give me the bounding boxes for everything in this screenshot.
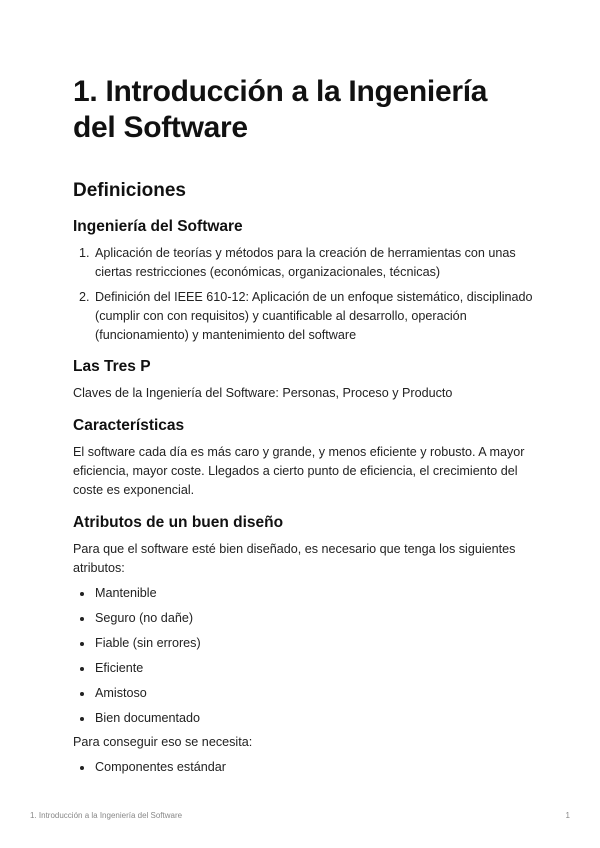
list-item	[73, 659, 533, 678]
page-number: 1	[565, 811, 570, 820]
paragraph: Para que el software esté bien diseñado, es necesario que tenga los siguientes atributos:	[73, 542, 516, 575]
subsection-heading-atributos: Atributos de un buen diseño	[73, 514, 284, 531]
bullet-icon	[80, 766, 84, 770]
list-item	[73, 609, 533, 628]
list-item	[73, 244, 533, 282]
list-item	[73, 709, 533, 728]
list-item	[73, 684, 533, 703]
bullet-icon	[80, 617, 84, 621]
list-item	[73, 584, 533, 603]
list-item-text: Seguro (no dañe)	[95, 611, 194, 625]
bullet-list	[73, 758, 533, 777]
document-page	[73, 74, 533, 777]
list-item	[73, 634, 533, 653]
subsection-heading-ingenieria: Ingeniería del Software	[73, 218, 243, 235]
bullet-list	[73, 584, 533, 728]
section-heading-definiciones: Definiciones	[73, 180, 186, 201]
list-item-text: Definición del IEEE 610-12: Aplicación de un enfoque sistemático, disciplinado (cumplir con con requisitos) y cuantificable al desarrollo, operación (funcionamiento) y mantenimiento del software	[95, 290, 533, 342]
list-item-text: Aplicación de teorías y métodos para la creación de herramientas con unas ciertas restricciones (económicas, organizacionales, técnicas)	[95, 246, 516, 279]
page-title: 1. Introducción a la Ingeniería del Software	[73, 75, 488, 144]
list-number: 2.	[79, 290, 90, 304]
bullet-icon	[80, 667, 84, 671]
paragraph: Para conseguir eso se necesita:	[73, 735, 253, 749]
list-item-text: Eficiente	[95, 661, 144, 675]
list-item-text: Mantenible	[95, 586, 157, 600]
bullet-icon	[80, 692, 84, 696]
list-item	[73, 758, 533, 777]
list-item-text: Componentes estándar	[95, 760, 226, 774]
list-item-text: Fiable (sin errores)	[95, 636, 201, 650]
subsection-heading-caracteristicas: Características	[73, 417, 185, 434]
list-item	[73, 288, 533, 345]
paragraph: El software cada día es más caro y grande, y menos eficiente y robusto. A mayor eficiencia, mayor coste. Llegados a cierto punto de eficiencia, el crecimiento del coste es exponencial.	[73, 445, 525, 497]
bullet-icon	[80, 642, 84, 646]
footer-title: 1. Introducción a la Ingeniería del Software	[30, 811, 183, 820]
bullet-icon	[80, 592, 84, 596]
paragraph: Claves de la Ingeniería del Software: Personas, Proceso y Producto	[73, 386, 453, 400]
list-item-text: Bien documentado	[95, 711, 201, 725]
subsection-heading-tres-p: Las Tres P	[73, 358, 151, 375]
list-item-text: Amistoso	[95, 686, 147, 700]
bullet-icon	[80, 717, 84, 721]
numbered-list	[73, 244, 533, 345]
list-number: 1.	[79, 246, 90, 260]
